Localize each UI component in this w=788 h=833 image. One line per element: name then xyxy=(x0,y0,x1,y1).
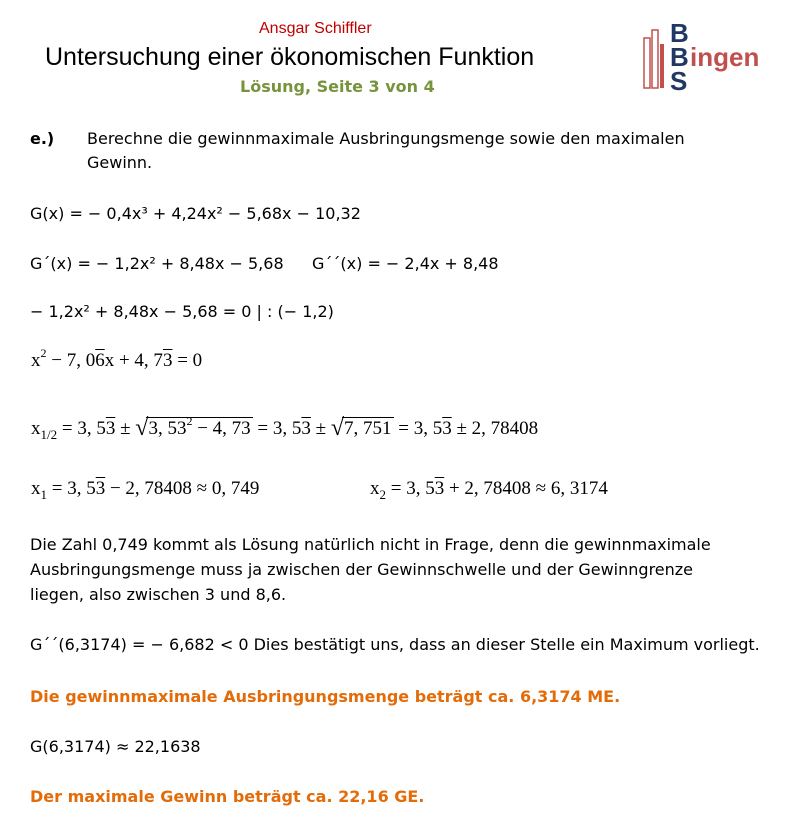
logo-letter-b2: B xyxy=(670,42,689,72)
task-label: e.) xyxy=(30,129,55,148)
math-repeating-digit: 3 xyxy=(301,418,311,439)
sqrt-icon: √ xyxy=(135,415,149,441)
math-part: x xyxy=(31,350,41,371)
math-var: x xyxy=(31,418,41,439)
math-repeating-digit: 3 xyxy=(442,418,452,439)
math-exponent: 2 xyxy=(186,414,193,428)
math-part: x + 4, 7 xyxy=(104,350,163,371)
math-part: − 7, 0 xyxy=(46,350,96,371)
math-repeating-digit: 3 xyxy=(105,418,116,439)
task-text-line1: Berechne die gewinnmaximale Ausbringungsmenge sowie den maximalen xyxy=(87,129,685,148)
math-index: 1/2 xyxy=(40,427,58,442)
math-part: = 0 xyxy=(172,350,203,371)
paragraph-line1: Die Zahl 0,749 kommt als Lösung natürlich nicht in Frage, denn die gewinnmaximale xyxy=(30,535,711,554)
math-var: x xyxy=(31,478,41,499)
second-derivative-check: G´´(6,3174) = − 6,682 < 0 Dies bestätigt uns, dass an dieser Stelle ein Maximum vorliegt. xyxy=(30,635,760,654)
result-profit: Der maximale Gewinn beträgt ca. 22,16 GE. xyxy=(30,787,425,806)
math-part: − 4, 7 xyxy=(192,418,242,439)
math-var: x xyxy=(370,478,380,499)
math-exponent: 2 xyxy=(40,346,47,360)
math-index: 1 xyxy=(40,487,47,502)
task-text-line2: Gewinn. xyxy=(87,153,153,172)
sqrt-radicand xyxy=(146,414,252,440)
solution-x1 xyxy=(31,478,259,500)
math-repeating-digit: 3 xyxy=(95,478,106,499)
math-repeating-digit: 6 xyxy=(95,350,105,371)
math-repeating-digit: 3 xyxy=(162,350,173,371)
equation-zero: − 1,2x² + 8,48x − 5,68 = 0 | : (− 1,2) xyxy=(30,302,334,321)
math-repeating-digit: 3 xyxy=(241,418,251,439)
equation-g1: G´(x) = − 1,2x² + 8,48x − 5,68 xyxy=(30,254,284,273)
math-part: ± 2, 78408 xyxy=(451,418,539,439)
math-repeating-digit: 1 xyxy=(382,418,392,439)
author-name: Ansgar Schiffler xyxy=(259,20,372,37)
equation-g2: G´´(x) = − 2,4x + 8,48 xyxy=(312,254,499,273)
math-part: ± xyxy=(115,418,136,439)
math-repeating-digit: 3 xyxy=(434,478,445,499)
page-subtitle: Lösung, Seite 3 von 4 xyxy=(240,77,435,96)
logo-letter-b1: B xyxy=(670,18,689,48)
page-title: Untersuchung einer ökonomischen Funktion xyxy=(45,43,535,71)
math-part: = 3, 5 xyxy=(252,418,302,439)
math-index: 2 xyxy=(379,487,386,502)
result-quantity: Die gewinnmaximale Ausbringungsmenge beträgt ca. 6,3174 ME. xyxy=(30,687,621,706)
math-part: 7, 75 xyxy=(344,418,382,439)
pq-formula-line xyxy=(31,414,538,441)
sqrt-radicand xyxy=(342,417,394,440)
solution-x2 xyxy=(370,478,608,500)
math-part: 3, 5 xyxy=(148,418,177,439)
normalized-equation xyxy=(31,346,203,372)
math-part: = 3, 5 xyxy=(57,418,106,439)
math-part: = 3, 5 xyxy=(47,478,96,499)
math-part: = 3, 5 xyxy=(393,418,443,439)
math-part: ± xyxy=(310,418,331,439)
logo-text: ingen xyxy=(690,42,760,72)
paragraph-line2: Ausbringungsmenge muss ja zwischen der Gewinnschwelle und der Gewinngrenze xyxy=(30,560,694,579)
math-part: − 2, 78408 ≈ 0, 749 xyxy=(105,478,260,499)
math-repeating-digit: 3 xyxy=(176,418,187,439)
math-part: + 2, 78408 ≈ 6, 3174 xyxy=(444,478,608,499)
equation-g: G(x) = − 0,4x³ + 4,24x² − 5,68x − 10,32 xyxy=(30,204,361,223)
bbs-bingen-logo xyxy=(640,18,775,92)
logo-letter-s: S xyxy=(670,66,688,92)
paragraph-line3: liegen, also zwischen 3 und 8,6. xyxy=(30,585,287,604)
logo-graphic xyxy=(640,18,775,92)
sqrt-icon: √ xyxy=(330,415,344,441)
profit-value: G(6,3174) ≈ 22,1638 xyxy=(30,737,201,756)
math-part: = 3, 5 xyxy=(386,478,435,499)
